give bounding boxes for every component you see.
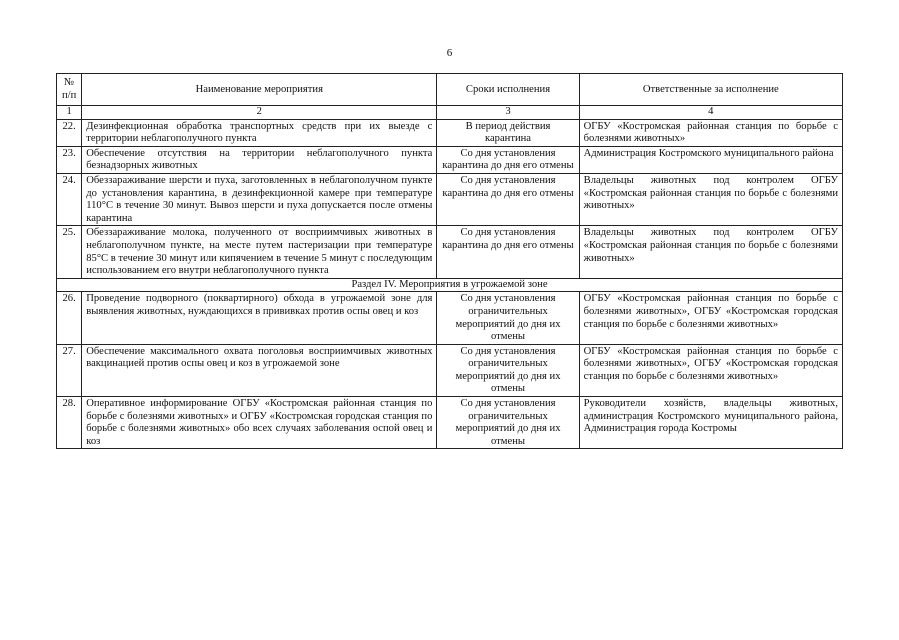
row-num: 27.	[57, 344, 82, 396]
row-name: Обеспечение максимального охвата поголовья восприимчивых животных вакцинацией против оспы овец и коз в угрожаемой зоне	[82, 344, 437, 396]
table-header-row	[57, 74, 843, 106]
row-num: 24.	[57, 173, 82, 225]
row-name: Обеззараживание молока, полученного от восприимчивых животных в неблагополучном пункте, на месте путем пастеризации при температуре 85°С в течение 30 минут или кипячением в течение 5 минут с последующим использованием его внутри неблагополучного пункта	[82, 226, 437, 278]
row-name: Проведение подворного (поквартирного) обхода в угрожаемой зоне для выявления животных, нуждающихся в прививках против оспы овец и коз	[82, 292, 437, 344]
row-responsible: ОГБУ «Костромская районная станция по борьбе с болезнями животных»	[579, 119, 842, 146]
measures-table	[56, 73, 843, 449]
row-responsible: ОГБУ «Костромская районная станция по борьбе с болезнями животных», ОГБУ «Костромская городская станция по борьбе с болезнями животных»	[579, 344, 842, 396]
row-name: Обеспечение отсутствия на территории неблагополучного пункта безнадзорных животных	[82, 146, 437, 173]
section-row	[57, 278, 843, 292]
table-row	[57, 173, 843, 225]
column-number: 1	[57, 106, 82, 120]
header-responsible: Ответственные за исполнение	[579, 74, 842, 106]
page-number: 6	[446, 47, 453, 59]
row-name: Обеззараживание шерсти и пуха, заготовленных в неблагополучном пункте до установления карантина, в дезинфекционной камере при температуре 110°С в течение 30 минут. Вывоз шерсти и пуха допускается после отмены карантина	[82, 173, 437, 225]
row-num: 28.	[57, 397, 82, 449]
column-number: 4	[579, 106, 842, 120]
row-num: 23.	[57, 146, 82, 173]
row-term: Со дня установления ограничительных мероприятий до дня их отмены	[437, 397, 579, 449]
row-term: Со дня установления ограничительных мероприятий до дня их отмены	[437, 344, 579, 396]
row-responsible: Руководители хозяйств, владельцы животных, администрация Костромского муниципального района, Администрация города Костромы	[579, 397, 842, 449]
row-responsible: Владельцы животных под контролем ОГБУ «Костромская районная станция по борьбе с болезнями животных»	[579, 226, 842, 278]
column-numbers-row	[57, 106, 843, 120]
header-term: Сроки исполнения	[437, 74, 579, 106]
row-term: Со дня установления ограничительных мероприятий до дня их отмены	[437, 292, 579, 344]
header-name: Наименование мероприятия	[82, 74, 437, 106]
row-responsible: Владельцы животных под контролем ОГБУ «Костромская районная станция по борьбе с болезнями животных»	[579, 173, 842, 225]
row-term: Со дня установления карантина до дня его отмены	[437, 226, 579, 278]
table-row	[57, 397, 843, 449]
row-responsible: ОГБУ «Костромская районная станция по борьбе с болезнями животных», ОГБУ «Костромская городская станция по борьбе с болезнями животных»	[579, 292, 842, 344]
table-row	[57, 344, 843, 396]
table-row	[57, 119, 843, 146]
row-num: 26.	[57, 292, 82, 344]
row-num: 25.	[57, 226, 82, 278]
row-num: 22.	[57, 119, 82, 146]
column-number: 3	[437, 106, 579, 120]
row-term: Со дня установления карантина до дня его отмены	[437, 173, 579, 225]
table-row	[57, 292, 843, 344]
row-name: Дезинфекционная обработка транспортных средств при их выезде с территории неблагополучного пункта	[82, 119, 437, 146]
column-number: 2	[82, 106, 437, 120]
row-name: Оперативное информирование ОГБУ «Костромская районная станция по борьбе с болезнями животных» и ОГБУ «Костромская городская станция по борьбе с болезнями животных» обо всех случаях заболевания оспой овец и коз	[82, 397, 437, 449]
row-responsible: Администрация Костромского муниципального района	[579, 146, 842, 173]
table-row	[57, 226, 843, 278]
row-term: В период действия карантина	[437, 119, 579, 146]
header-num: № п/п	[57, 74, 82, 106]
row-term: Со дня установления карантина до дня его отмены	[437, 146, 579, 173]
table-row	[57, 146, 843, 173]
section-title: Раздел IV. Мероприятия в угрожаемой зоне	[57, 278, 843, 292]
